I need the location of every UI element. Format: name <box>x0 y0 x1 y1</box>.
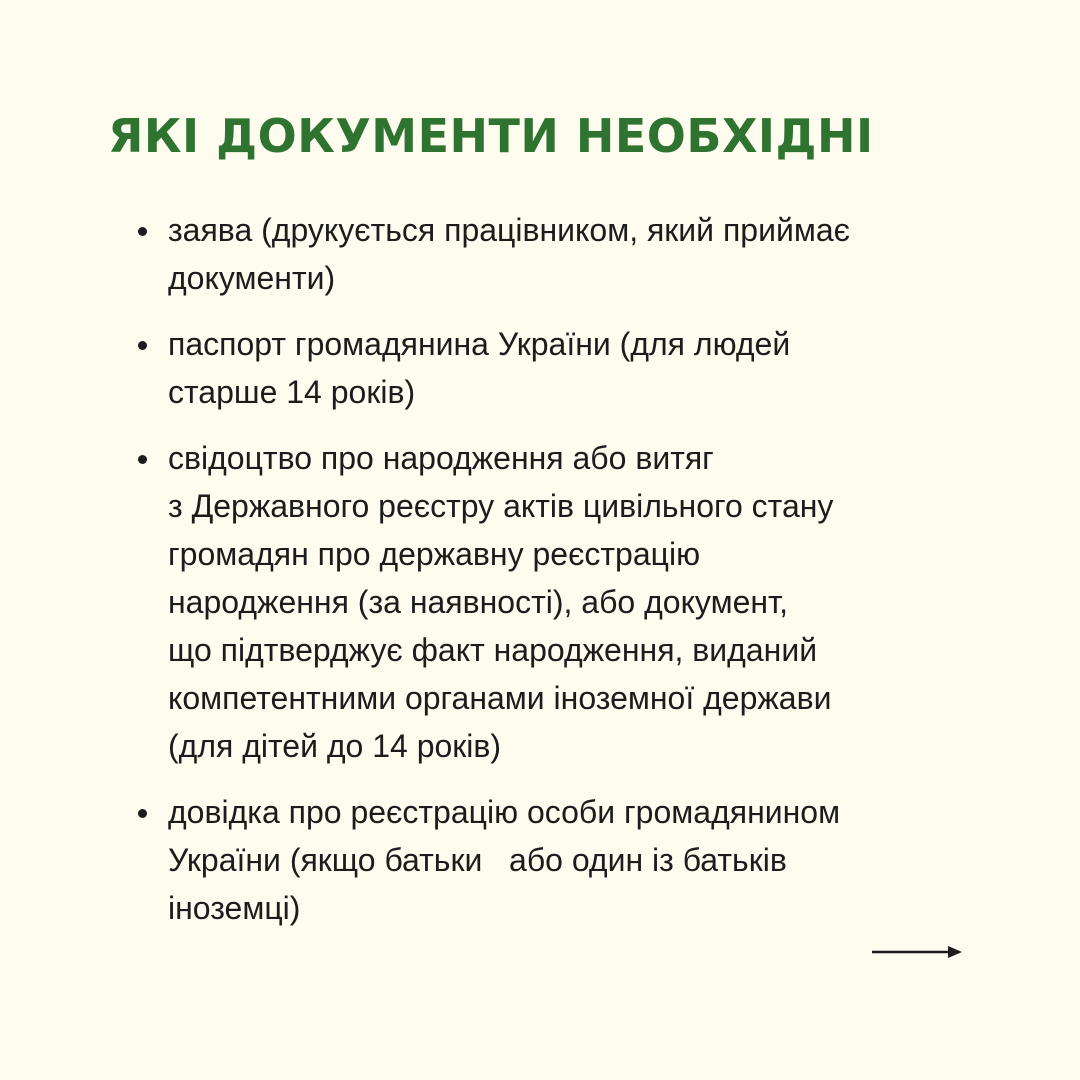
list-item-line: довідка про реєстрацію особи громадянином <box>168 794 841 830</box>
list-item-line: громадян про державну реєстрацію <box>168 536 701 572</box>
list-item-line: паспорт громадянина України (для людей <box>168 326 791 362</box>
bullet-icon <box>138 341 147 350</box>
documents-list <box>138 206 978 950</box>
bullet-icon <box>138 809 147 818</box>
list-item-line: з Державного реєстру актів цивільного стану <box>168 488 834 524</box>
page-title: ЯКІ ДОКУМЕНТИ НЕОБХІДНІ <box>108 109 874 163</box>
list-item-line: заява (друкується працівником, який приймає <box>168 212 850 248</box>
bullet-icon <box>138 227 147 236</box>
list-item-line: документи) <box>168 260 336 296</box>
list-item <box>138 434 978 770</box>
arrow-right-icon[interactable] <box>872 942 964 962</box>
list-item <box>138 206 978 302</box>
list-item-line: іноземці) <box>168 890 301 926</box>
list-item-line: старше 14 років) <box>168 374 416 410</box>
list-item-line: України (якщо батьки або один із батьків <box>168 842 787 878</box>
bullet-icon <box>138 455 147 464</box>
list-item-line: (для дітей до 14 років) <box>168 728 502 764</box>
list-item <box>138 320 978 416</box>
list-item <box>138 788 978 932</box>
list-item-line: що підтверджує факт народження, виданий <box>168 632 818 668</box>
list-item-line: компетентними органами іноземної держави <box>168 680 832 716</box>
list-item-line: народження (за наявності), або документ, <box>168 584 789 620</box>
list-item-line: свідоцтво про народження або витяг <box>168 440 714 476</box>
